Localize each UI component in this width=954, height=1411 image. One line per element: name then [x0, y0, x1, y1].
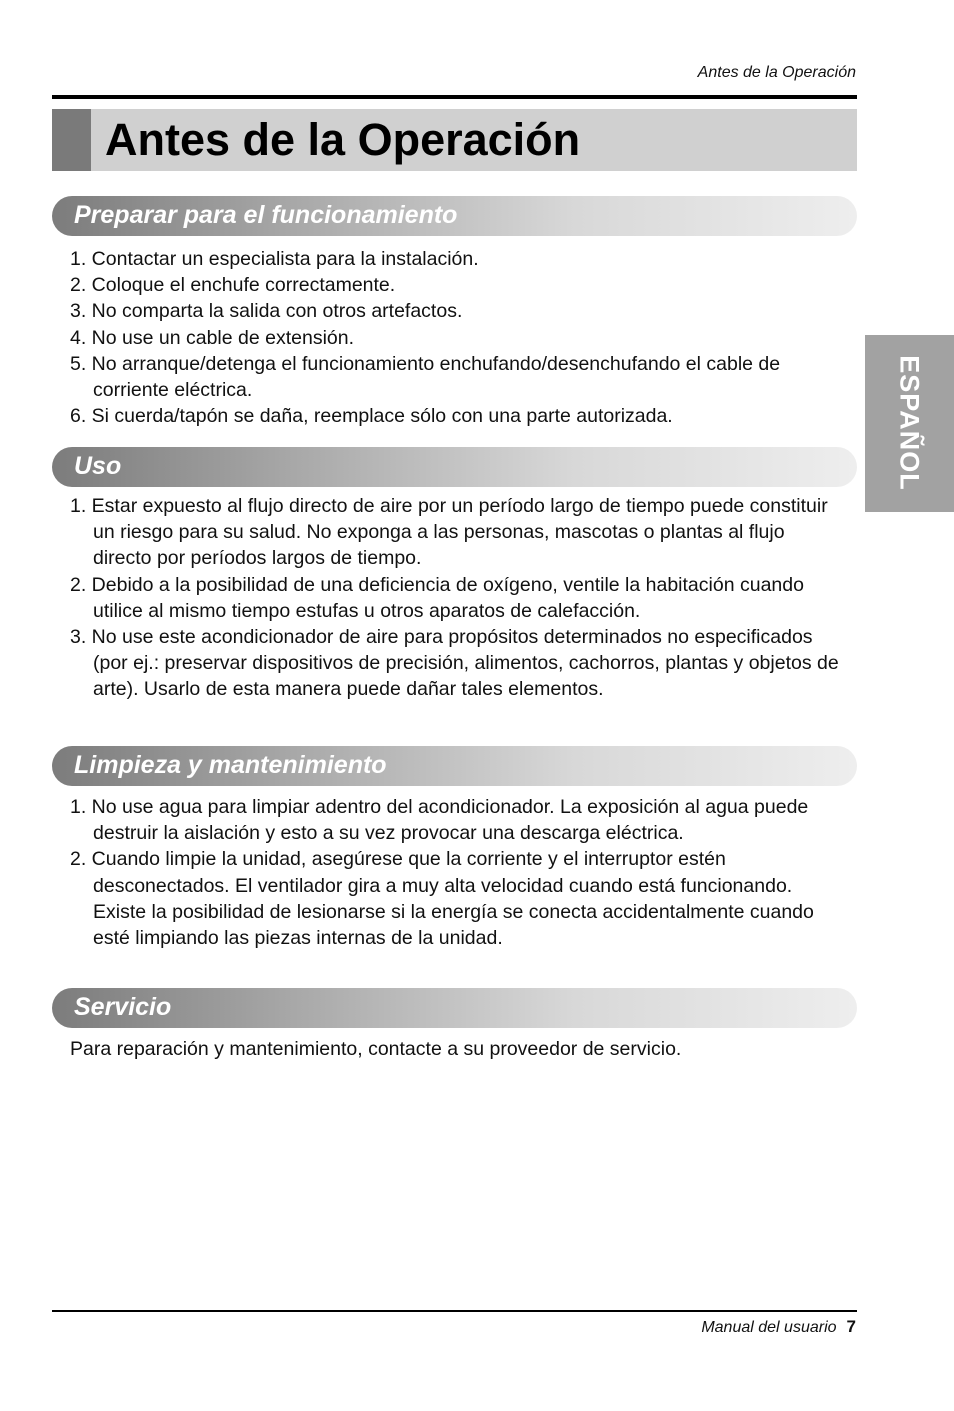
list-item: 2. Debido a la posibilidad de una deficiencia de oxígeno, ventile la habitación cuando utilice al mismo tiempo estufas u otros aparatos de calefacción.	[70, 573, 804, 622]
list-item: 1. No use agua para limpiar adentro del acondicionador. La exposición al agua puede destruir la aislación y esto a su vez provocar una descarga eléctrica.	[70, 796, 809, 845]
list-item: 1. Estar expuesto al flujo directo de aire por un período largo de tiempo puede constituir un riesgo para su salud. No exponga a las personas, mascotas o plantas al flujo directo por períodos largos de tiempo.	[70, 495, 828, 570]
section-heading-limpieza	[52, 746, 857, 786]
title-block-accent	[52, 109, 91, 171]
page-title: Antes de la Operación	[105, 114, 581, 165]
list-uso	[70, 493, 840, 703]
list-item: 1. Contactar un especialista para la instalación.	[70, 248, 479, 270]
section-heading-text: Preparar para el funcionamiento	[74, 201, 458, 229]
section-heading-text: Servicio	[74, 993, 172, 1021]
language-tab-label: ESPAÑOL	[894, 355, 925, 491]
list-item: 2. Cuando limpie la unidad, asegúrese que la corriente y el interruptor estén desconectados. El ventilador gira a muy alta velocidad cuando está funcionando. Existe la posibilidad de lesionarse si la energía se conecta accidentalmente cuando esté limpiando las piezas internas de la unidad.	[70, 848, 814, 950]
running-header: Antes de la Operación	[697, 64, 856, 81]
list-limpieza	[70, 794, 848, 951]
section-heading-text: Uso	[74, 452, 122, 480]
page-number: 7	[846, 1317, 856, 1336]
section-heading-servicio	[52, 988, 857, 1028]
list-item: 4. No use un cable de extensión.	[70, 326, 355, 349]
servicio-text: Para reparación y mantenimiento, contacte a su proveedor de servicio.	[70, 1038, 682, 1060]
language-tab	[865, 335, 954, 512]
list-item: 3. No use este acondicionador de aire para propósitos determinados no especificados (por ej.: preservar dispositivos de precisión, alimentos, cachorros, plantas y objetos de arte). Usarlo de esta manera puede dañar tales elementos.	[70, 626, 839, 701]
footer-label: Manual del usuario	[701, 1319, 837, 1336]
top-rule	[52, 95, 857, 99]
list-item: 3. No comparta la salida con otros artefactos.	[70, 300, 463, 323]
list-item: 5. No arranque/detenga el funcionamiento enchufando/desenchufando el cable de corriente eléctrica.	[70, 352, 781, 402]
section-heading-preparar	[52, 196, 857, 236]
bottom-rule	[52, 1310, 857, 1312]
footer	[701, 1317, 856, 1337]
section-heading-text: Limpieza y mantenimiento	[74, 751, 387, 779]
list-item: 6. Si cuerda/tapón se daña, reemplace sólo con una parte autorizada.	[70, 405, 673, 428]
title-bar	[52, 109, 857, 171]
list-item: 2. Coloque el enchufe correctamente.	[70, 274, 396, 297]
list-preparar	[70, 246, 845, 429]
section-heading-uso	[52, 447, 857, 487]
